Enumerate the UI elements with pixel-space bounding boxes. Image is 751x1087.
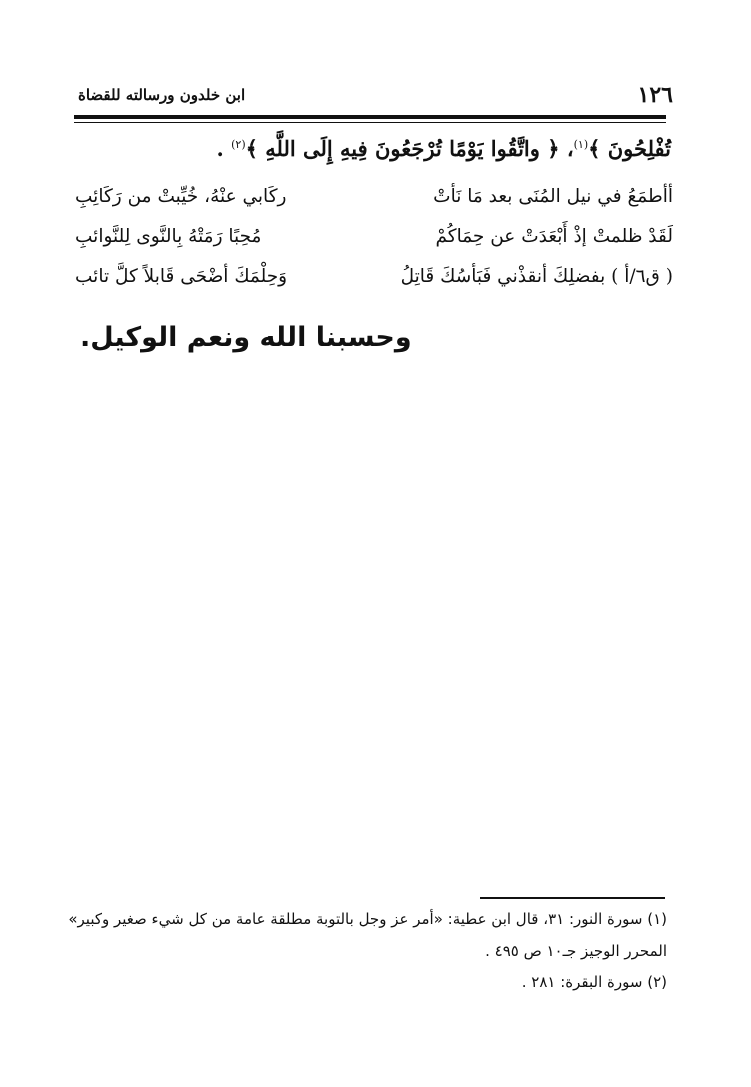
verse-first-hemistich: أأطمَعُ في نيل المُنَى بعد مَا نَأتْ	[433, 186, 673, 207]
running-title: ابن خلدون ورسالته للقضاة	[78, 86, 246, 104]
poem-verse	[75, 226, 673, 260]
closing-phrase: وحسبنا الله ونعم الوكيل.	[80, 322, 412, 353]
verse-second-hemistich: وَحِلْمَكَ أضْحَى قَابلاً كلَّ تائب	[75, 266, 288, 287]
footnote-1-continued: المحرر الوجيز جـ١٠ ص ٤٩٥ .	[485, 942, 667, 960]
header-rule-thin	[74, 122, 666, 123]
quran-verse-line	[71, 136, 671, 161]
footnote-1: (١) سورة النور: ٣١، قال ابن عطية: «أمر عز وجل بالتوبة مطلقة عامة من كل شيء صغير وكبير»	[68, 910, 667, 928]
quran-text-end: .	[216, 136, 232, 161]
footnote-ref-1: (١)	[573, 138, 589, 151]
footnote-separator	[480, 897, 665, 899]
page-number: ١٢٦	[637, 82, 673, 108]
footnote-2: (٢) سورة البقرة: ٢٨١ .	[521, 973, 667, 991]
verse-second-hemistich: مُحِبًا رَمَتْهُ بِالنَّوى لِلنَّوائبِ	[75, 226, 262, 247]
footnote-ref-2: (٢)	[231, 138, 246, 151]
quran-text-start: تُفْلِحُونَ ﴾	[588, 136, 671, 161]
quran-text-middle: ، ﴿ واتَّقُوا يَوْمًا تُرْجَعُونَ فِيهِ إِلَى اللَّهِ ﴾	[245, 136, 574, 161]
verse-second-hemistich: ركَابي عنْهُ، خُيِّبتْ من رَكَائِبِ	[75, 186, 287, 207]
poem-verse	[75, 186, 673, 220]
header-rule	[74, 115, 666, 119]
poem-verse	[75, 266, 673, 300]
verse-first-hemistich: لَقَدْ ظلمتْ إذْ أَبْعَدَتْ عن حِمَاكُمْ	[435, 226, 673, 247]
verse-first-hemistich: ( ق٦/أ ) بفضلِكَ أنقذْني فَبَأسُكَ قَاتِلُ	[400, 266, 673, 287]
